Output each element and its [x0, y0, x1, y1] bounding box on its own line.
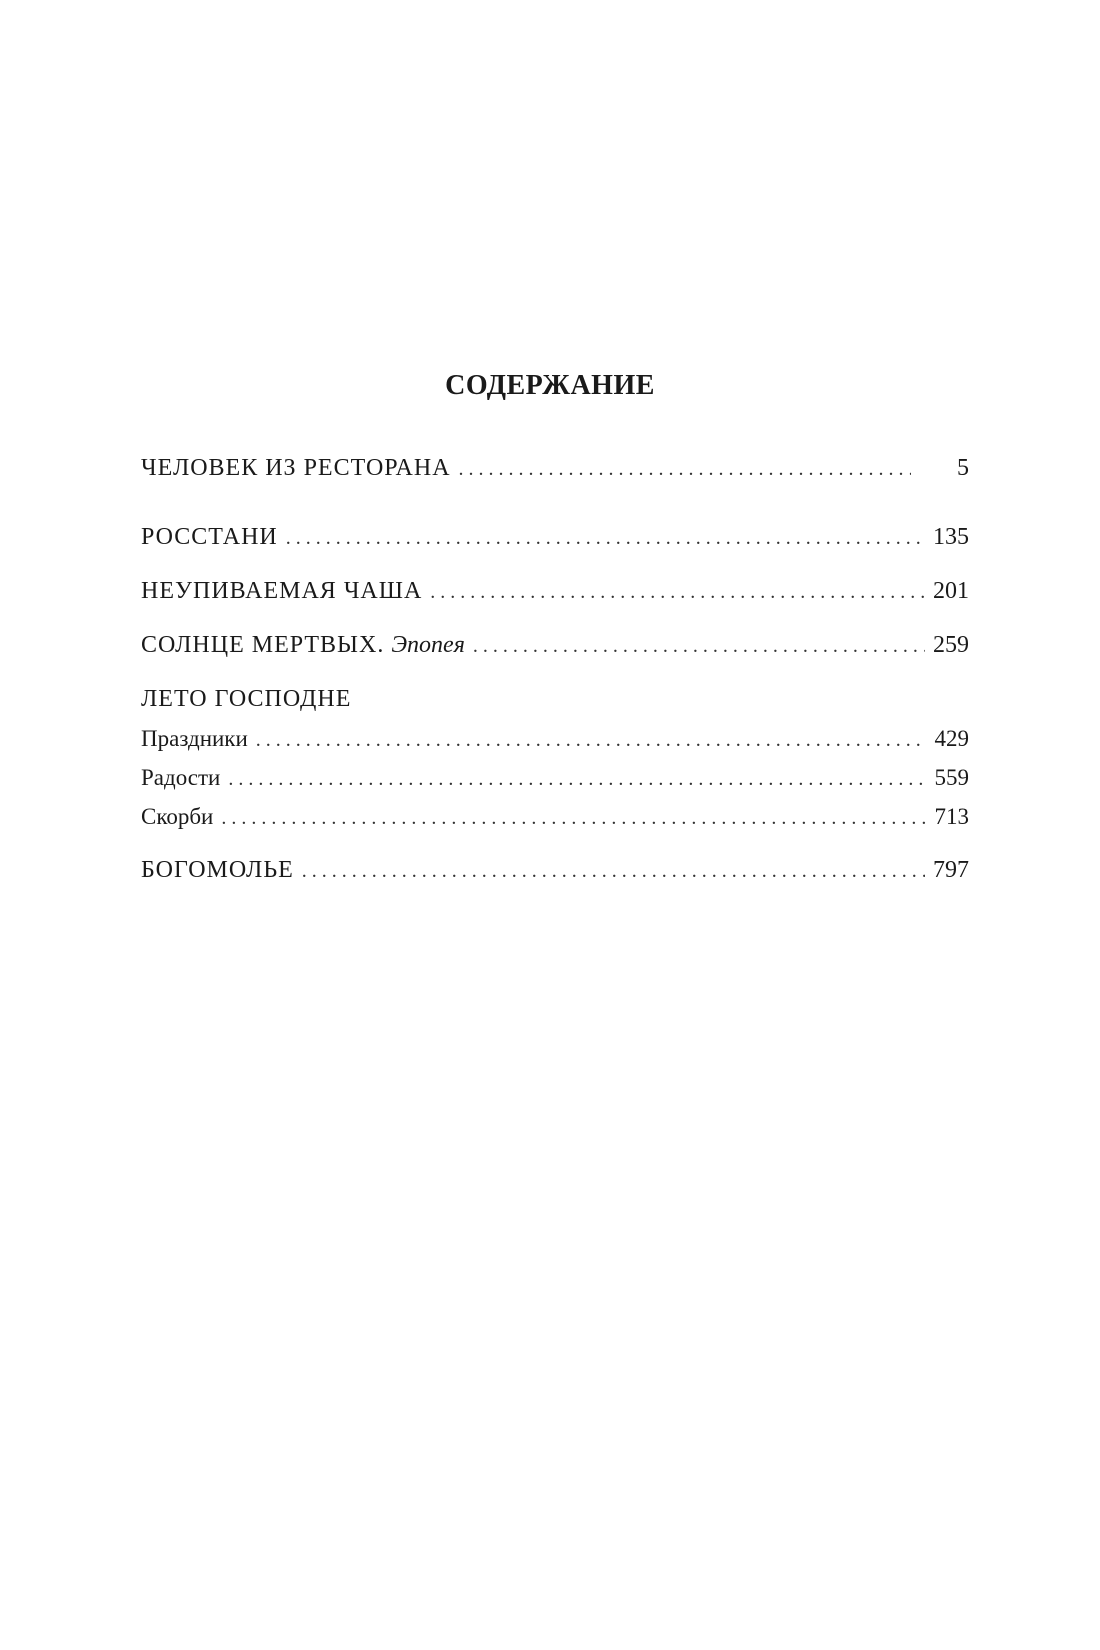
toc-page-number: 259 — [933, 632, 969, 658]
toc-page-number: 429 — [934, 726, 969, 751]
toc-entry — [141, 632, 969, 664]
toc-page-number: 713 — [934, 804, 969, 829]
toc-entry-title: Праздники — [141, 726, 248, 751]
toc-entry-title: РОССТАНИ — [141, 524, 278, 550]
dot-leader — [286, 527, 925, 550]
toc-subentry — [141, 726, 969, 758]
dot-leader — [473, 635, 925, 658]
dot-leader — [302, 860, 925, 883]
toc-entry-title-main: СОЛНЦЕ МЕРТВЫХ. — [141, 632, 385, 658]
dot-leader — [430, 581, 925, 604]
toc-entry-title — [141, 632, 465, 659]
toc-entry-subtitle: Эпопея — [391, 632, 465, 658]
toc-subentry — [141, 765, 969, 797]
dot-leader — [256, 729, 927, 752]
toc-page-number: 5 — [957, 455, 969, 481]
toc-page-number: 201 — [933, 578, 969, 604]
toc-entry-title: Скорби — [141, 804, 214, 829]
dot-leader — [228, 768, 926, 791]
toc-entry-title: БОГОМОЛЬЕ — [141, 857, 294, 883]
dot-leader — [459, 458, 911, 481]
toc-subentry — [141, 804, 969, 836]
toc-section-heading: ЛЕТО ГОСПОДНЕ — [141, 686, 352, 712]
toc-entry — [141, 578, 969, 610]
toc-page-number: 135 — [933, 524, 969, 550]
toc-page-number: 797 — [933, 857, 969, 883]
toc-entry — [141, 857, 969, 889]
dot-leader — [221, 807, 926, 830]
toc-entry — [141, 455, 969, 487]
page-title: СОДЕРЖАНИЕ — [445, 370, 655, 401]
toc-entry — [141, 524, 969, 556]
toc-page-number: 559 — [934, 765, 969, 790]
toc-entry-title: ЧЕЛОВЕК ИЗ РЕСТОРАНА — [141, 455, 451, 481]
toc-entry-title: НЕУПИВАЕМАЯ ЧАША — [141, 578, 423, 604]
toc-entry-title: Радости — [141, 765, 221, 790]
